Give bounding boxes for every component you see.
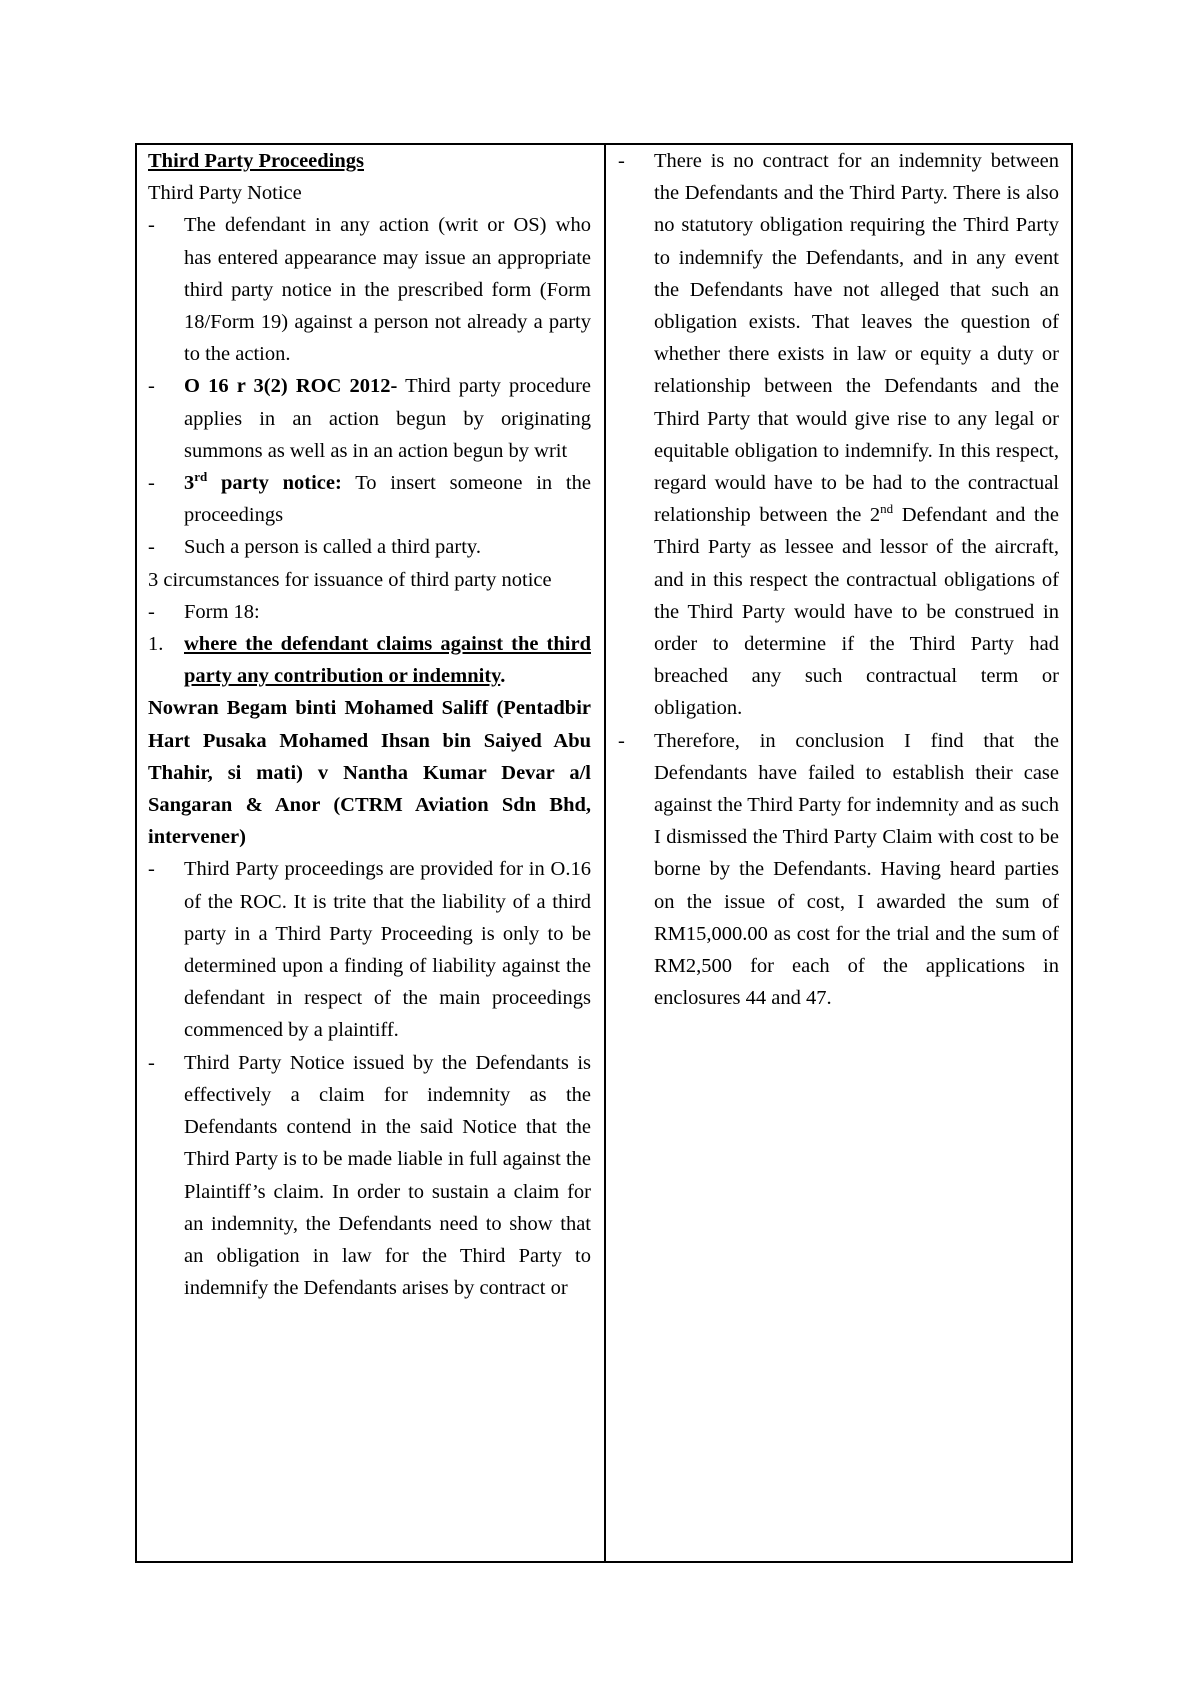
numbered-item-text xyxy=(184,628,591,692)
list-item xyxy=(148,596,591,628)
rule-reference: O 16 r 3(2) ROC 2012- xyxy=(184,375,398,398)
list-item-text: Third Party proceedings are provided for in O.16 of the ROC. It is trite that the liability of a third party in a Third Party Proceeding is only to be determined upon a finding of liability against the defendant in respect of the main proceedings commenced by a plaintiff. xyxy=(184,858,591,1042)
ordinal-number: 2 xyxy=(869,504,881,527)
list-item xyxy=(148,853,591,1046)
section-subheading: Third Party Notice xyxy=(148,182,302,205)
left-column xyxy=(137,145,606,1561)
ordinal-suffix: nd xyxy=(880,501,894,517)
right-column xyxy=(606,145,1071,1561)
bullet-dash: - xyxy=(148,1051,155,1074)
list-item xyxy=(148,531,591,563)
list-item-text: Therefore, in conclusion I find that the Defendants have failed to establish their case against the Third Party for indemnity and as such I dismissed the Third Party Claim with cost to be borne by the Defendants. Having heard parties on the issue of cost, I awarded the sum of RM15,000.00 as cost for the trial and the sum of RM2,500 for each of the applications in enclosures 44 and 47. xyxy=(654,729,1059,1010)
list-item-text xyxy=(184,370,591,467)
bullet-dash: - xyxy=(618,150,625,172)
list-item-text: The defendant in any action (writ or OS) who has entered appearance may issue an appropriate third party notice in the prescribed form (Form 18/Form 19) against a person not already a party to the action. xyxy=(184,214,591,366)
term-label: party notice: xyxy=(207,472,342,495)
list-item xyxy=(618,145,1059,725)
term-number: 3 xyxy=(184,472,195,495)
bullet-dash: - xyxy=(148,536,155,559)
list-item xyxy=(148,370,591,467)
term-definition: To insert someone in the proceedings xyxy=(184,472,591,527)
bullet-dash: - xyxy=(148,214,155,237)
list-item-text: Form 18: xyxy=(184,600,260,623)
list-item xyxy=(148,1047,591,1305)
bullet-dash: - xyxy=(148,858,155,881)
text-segment: There is no contract for an indemnity between the Defendants and the Third Party. There is also no statutory obligation requiring the Third Party to indemnify the Defendants, and in any event the Defendants have not alleged that such an obligation exists. That leaves the question of whether there exists in law or equity a duty or relationship between the Defendants and the Third Party that would give rise to any legal or equitable obligation to indemnify. In this respect, regard would have to be had to the contractual relationship between the xyxy=(654,150,1059,527)
bullet-dash: - xyxy=(148,600,155,623)
list-item xyxy=(148,467,591,531)
list-item-text: Such a person is called a third party. xyxy=(184,536,481,559)
list-item-text xyxy=(184,467,591,531)
notes-table xyxy=(135,143,1073,1563)
list-item xyxy=(148,209,591,370)
section-heading: Third Party Proceedings xyxy=(148,150,364,172)
text-segment: Defendant and the Third Party as lessee and lessor of the aircraft, and in this respect the contractual obligations of the Third Party would have to be construed in order to determine if the Third Party had breached any such contractual term or obligation. xyxy=(654,504,1059,720)
bullet-dash: - xyxy=(618,729,625,752)
list-item xyxy=(618,725,1059,1015)
rule-description: Third party procedure applies in an action begun by originating summons as well as in an action begun by writ xyxy=(184,375,591,462)
bullet-dash: - xyxy=(148,375,155,398)
case-citation: Nowran Begam binti Mohamed Saliff (Pentadbir Hart Pusaka Mohamed Ihsan bin Saiyed Abu Thahir, si mati) v Nantha Kumar Devar a/l Sangaran & Anor (CTRM Aviation Sdn Bhd, intervener) xyxy=(148,697,591,849)
list-item-text: Third Party Notice issued by the Defendants is effectively a claim for indemnity as the Defendants contend in the said Notice that the Third Party is to be made liable in full against the Plaintiff’s claim. In order to sustain a claim for an indemnity, the Defendants need to show that an obligation in law for the Third Party to indemnify the Defendants arises by contract or xyxy=(184,1051,591,1300)
circumstance-text: where the defendant claims against the third party any contribution or indemnity xyxy=(184,633,591,688)
item-period: . xyxy=(500,665,506,688)
ordinal-suffix: rd xyxy=(194,469,208,485)
bullet-dash: - xyxy=(148,472,155,495)
list-item-text xyxy=(654,145,1059,725)
item-number: 1. xyxy=(148,633,164,656)
circumstances-paragraph: 3 circumstances for issuance of third party notice xyxy=(148,568,552,591)
numbered-item xyxy=(148,628,591,692)
